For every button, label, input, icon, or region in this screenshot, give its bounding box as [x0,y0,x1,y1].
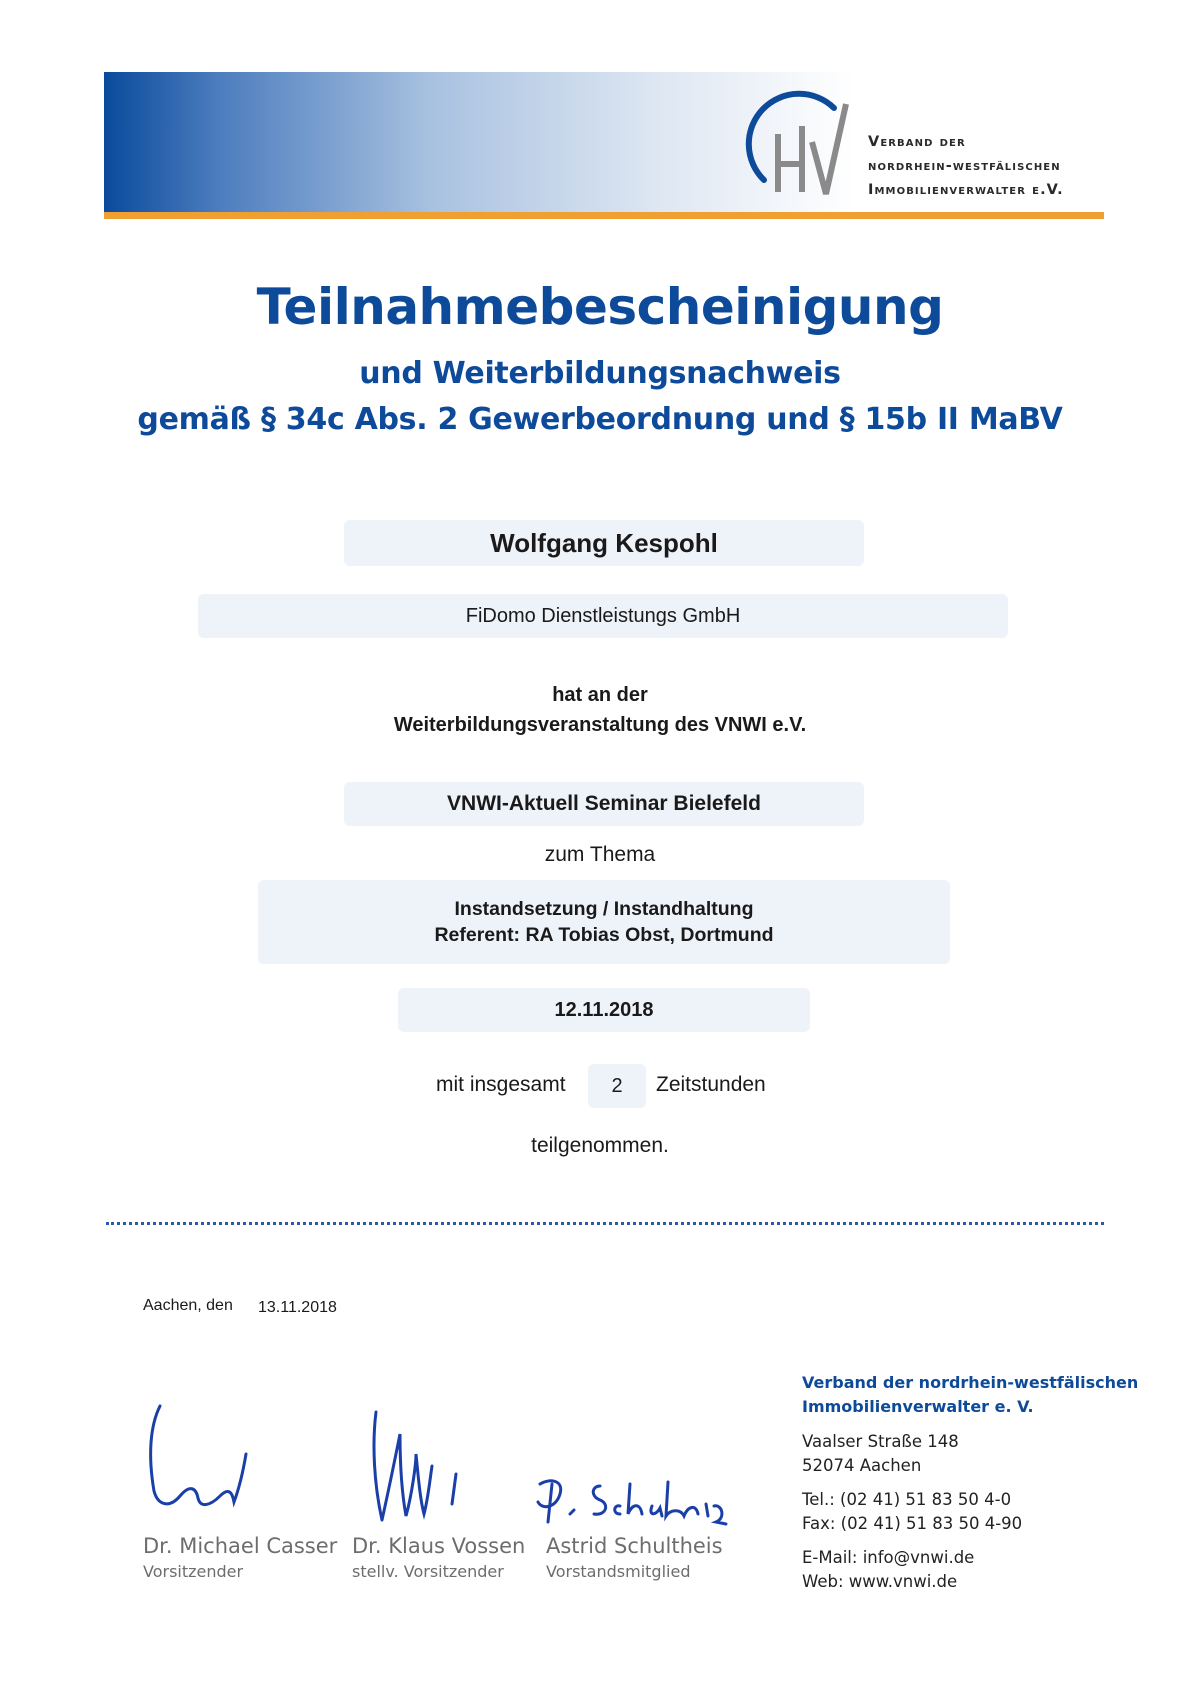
place-date: 13.11.2018 [258,1299,337,1316]
signer-1-role: Vorsitzender [143,1562,244,1581]
contact-org-line-1: Verband der nordrhein-westfälischen [802,1373,1139,1392]
header-org-line-1: Verband der [868,134,966,150]
document-title: Teilnahmebescheinigung [256,278,944,336]
dotted-divider [106,1222,1104,1225]
contact-org-line-2: Immobilienverwalter e. V. [802,1397,1034,1416]
text-zum-thema: zum Thema [544,843,656,866]
document-subtitle-1: und Weiterbildungsnachweis [359,356,841,391]
contact-city: 52074 Aachen [802,1456,922,1475]
header-org-line-2: nordrhein-westfälischen [868,158,1061,174]
event-date-field: 12.11.2018 [398,988,810,1032]
vnwi-hv-logo-icon [738,84,858,204]
signer-2-role: stellv. Vorsitzender [352,1562,504,1581]
signature-1-image [140,1396,280,1526]
signer-3-name: Astrid Schultheis [546,1534,723,1558]
signer-3-role: Vorstandsmitglied [546,1562,691,1581]
topic-line-1: Instandsetzung / Instandhaltung [454,898,754,920]
contact-street: Vaalser Straße 148 [802,1432,959,1451]
signature-3-image [530,1464,750,1534]
document-subtitle-2: gemäß § 34c Abs. 2 Gewerbeordnung und § 15b II MaBV [137,402,1063,437]
place-label: Aachen, den [143,1297,233,1314]
header-org-name [868,130,1108,202]
topic-field [258,880,950,964]
text-zeitstunden: Zeitstunden [656,1073,766,1096]
contact-web-link[interactable]: Web: www.vnwi.de [802,1572,958,1591]
header-stripe [104,212,1104,219]
signature-2-image [360,1404,490,1528]
event-field: VNWI-Aktuell Seminar Bielefeld [344,782,864,826]
header-org-line-3: Immobilienverwalter e.V. [868,182,1064,198]
text-teilgenommen: teilgenommen. [531,1134,669,1157]
hours-field: 2 [588,1064,646,1108]
signer-2-name: Dr. Klaus Vossen [352,1534,526,1558]
signer-1-name: Dr. Michael Casser [143,1534,338,1558]
text-mit-insgesamt: mit insgesamt [436,1073,566,1096]
company-field: FiDomo Dienstleistungs GmbH [198,594,1008,638]
participant-name-field: Wolfgang Kespohl [344,520,864,566]
contact-fax: Fax: (02 41) 51 83 50 4-90 [802,1514,1023,1533]
text-weiterbildungsveranstaltung: Weiterbildungsveranstaltung des VNWI e.V. [393,714,807,736]
topic-line-2: Referent: RA Tobias Obst, Dortmund [434,924,774,946]
contact-email-link[interactable]: E-Mail: info@vnwi.de [802,1548,975,1567]
text-hat-an-der: hat an der [552,684,648,706]
contact-phone: Tel.: (02 41) 51 83 50 4-0 [802,1490,1012,1509]
